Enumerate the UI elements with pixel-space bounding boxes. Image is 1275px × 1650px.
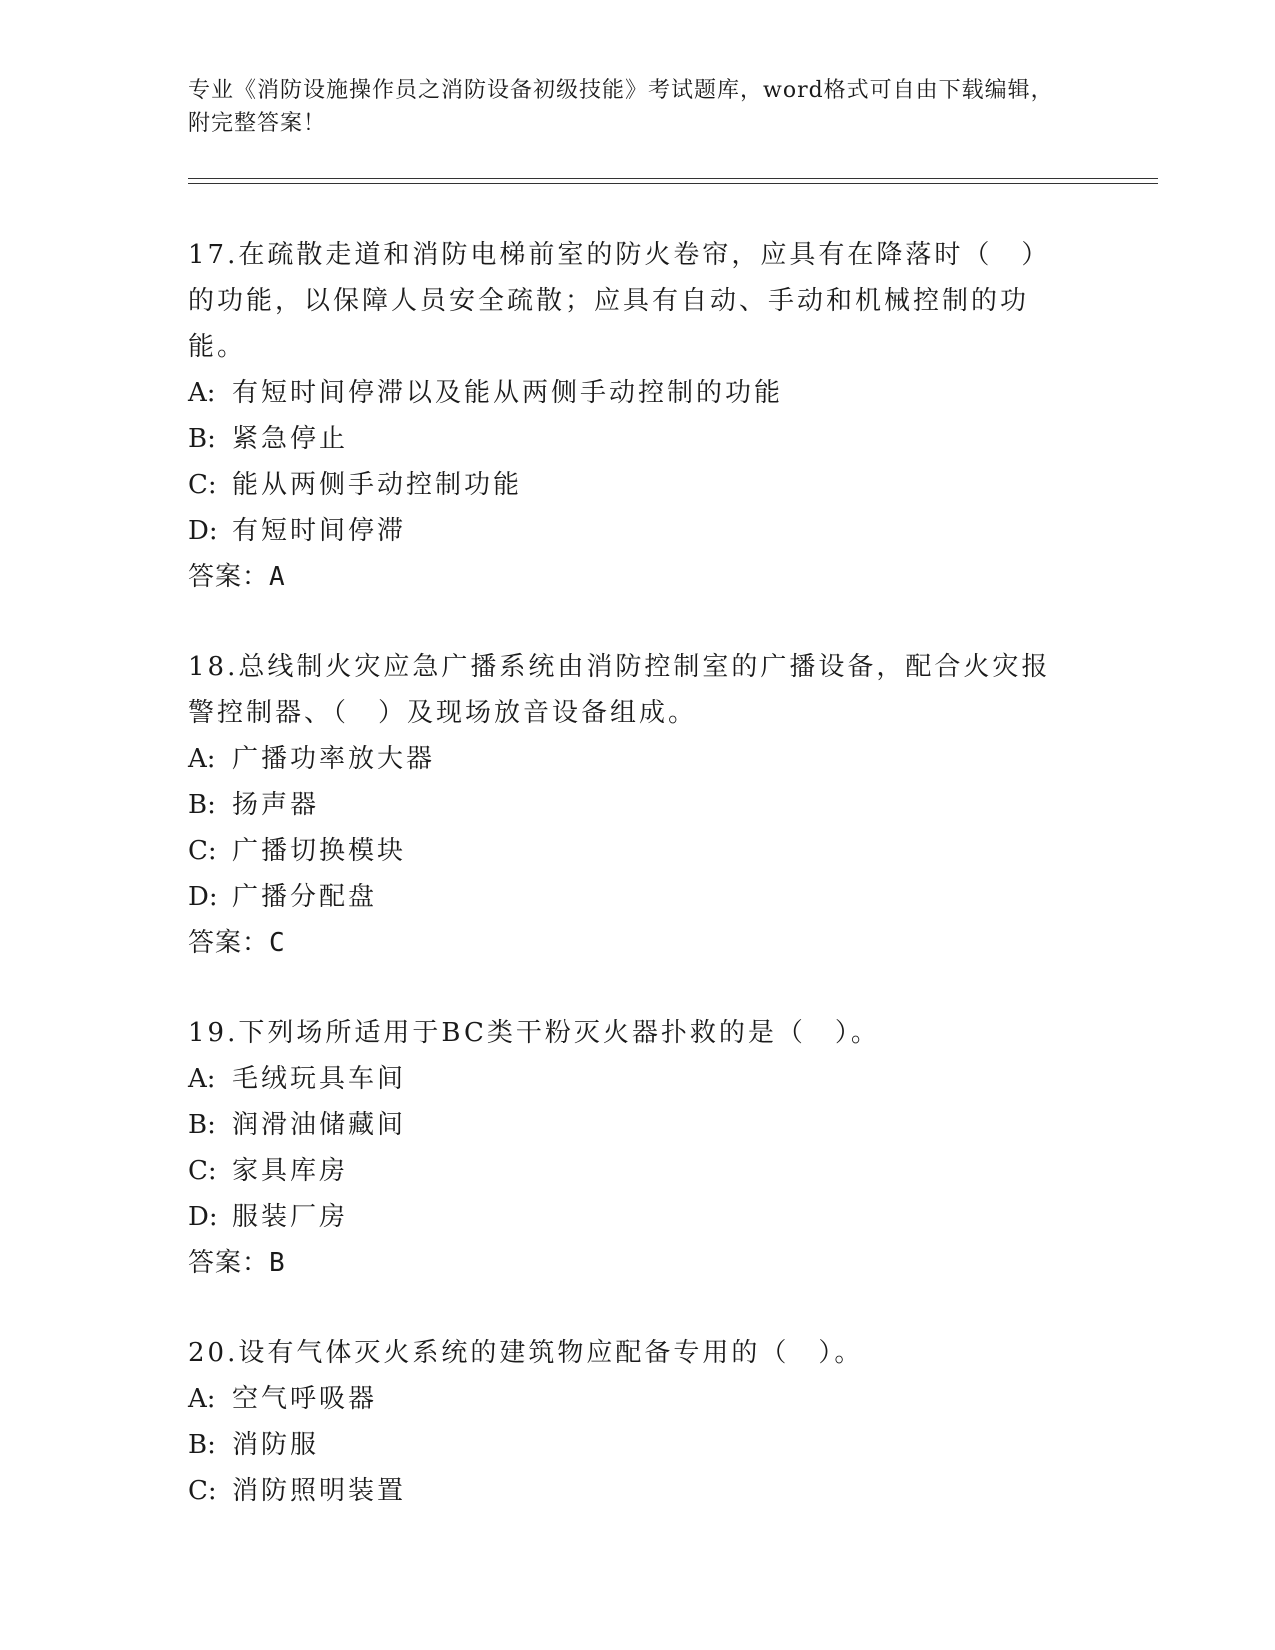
option-d [188, 508, 1078, 554]
option-letter: C: [188, 1156, 217, 1186]
option-text: 扬声器 [232, 790, 320, 820]
option-letter: D: [188, 882, 218, 912]
question-19 [188, 1010, 1078, 1286]
option-letter: C: [188, 470, 217, 500]
option-letter: D: [188, 516, 218, 546]
option-text: 有短时间停滞以及能从两侧手动控制的功能 [232, 378, 784, 408]
option-text: 空气呼吸器 [232, 1384, 378, 1414]
answer-label: 答案： [188, 928, 270, 958]
option-c [188, 1148, 1078, 1194]
option-text: 家具库房 [232, 1156, 349, 1186]
answer-value: B [269, 1248, 286, 1278]
option-a [188, 1056, 1078, 1102]
option-letter: D: [188, 1202, 218, 1232]
option-letter: A: [188, 744, 216, 774]
option-letter: A: [188, 378, 216, 408]
option-letter: C: [188, 1476, 217, 1506]
option-b [188, 416, 1078, 462]
option-letter: A: [188, 1064, 216, 1094]
question-text: 18.总线制火灾应急广播系统由消防控制室的广播设备，配合火灾报警控制器、（ ）及现场放音设备组成。 [188, 652, 1051, 728]
question-list [188, 232, 1078, 1558]
option-b [188, 782, 1078, 828]
answer-label: 答案： [188, 562, 270, 592]
option-text: 润滑油储藏间 [232, 1110, 407, 1140]
question-text: 20.设有气体灭火系统的建筑物应配备专用的（ ）。 [188, 1338, 864, 1368]
question-20 [188, 1330, 1078, 1514]
option-letter: C: [188, 836, 217, 866]
option-text: 毛绒玩具车间 [232, 1064, 407, 1094]
question-text: 17.在疏散走道和消防电梯前室的防火卷帘，应具有在降落时（ ）的功能，以保障人员安全疏散；应具有自动、手动和机械控制的功能。 [188, 240, 1051, 362]
option-b [188, 1422, 1078, 1468]
option-a [188, 1376, 1078, 1422]
option-letter: B: [188, 790, 216, 820]
option-d [188, 1194, 1078, 1240]
option-c [188, 462, 1078, 508]
option-a [188, 736, 1078, 782]
option-a [188, 370, 1078, 416]
answer-value: C [269, 928, 286, 958]
option-text: 消防照明装置 [232, 1476, 407, 1506]
option-text: 能从两侧手动控制功能 [232, 470, 523, 500]
option-d [188, 874, 1078, 920]
answer-value: A [269, 562, 286, 592]
option-letter: B: [188, 1110, 216, 1140]
answer [188, 1240, 1078, 1286]
question-17 [188, 232, 1078, 600]
option-text: 广播分配盘 [232, 882, 378, 912]
question-18 [188, 644, 1078, 966]
option-letter: A: [188, 1384, 216, 1414]
header-rule-bottom [188, 183, 1158, 184]
answer-label: 答案： [188, 1248, 270, 1278]
option-text: 广播切换模块 [232, 836, 407, 866]
answer [188, 554, 1078, 600]
option-text: 消防服 [232, 1430, 320, 1460]
option-text: 广播功率放大器 [232, 744, 436, 774]
document-header: 专业《消防设施操作员之消防设备初级技能》考试题库，word格式可自由下载编辑，附完整答案！ [188, 78, 1054, 136]
option-c [188, 1468, 1078, 1514]
header-rule-top [188, 178, 1158, 179]
option-text: 紧急停止 [232, 424, 349, 454]
option-letter: B: [188, 424, 216, 454]
option-b [188, 1102, 1078, 1148]
option-text: 服装厂房 [232, 1202, 349, 1232]
option-c [188, 828, 1078, 874]
option-letter: B: [188, 1430, 216, 1460]
answer [188, 920, 1078, 966]
option-text: 有短时间停滞 [232, 516, 407, 546]
question-text: 19.下列场所适用于BC类干粉灭火器扑救的是（ ）。 [188, 1018, 880, 1048]
